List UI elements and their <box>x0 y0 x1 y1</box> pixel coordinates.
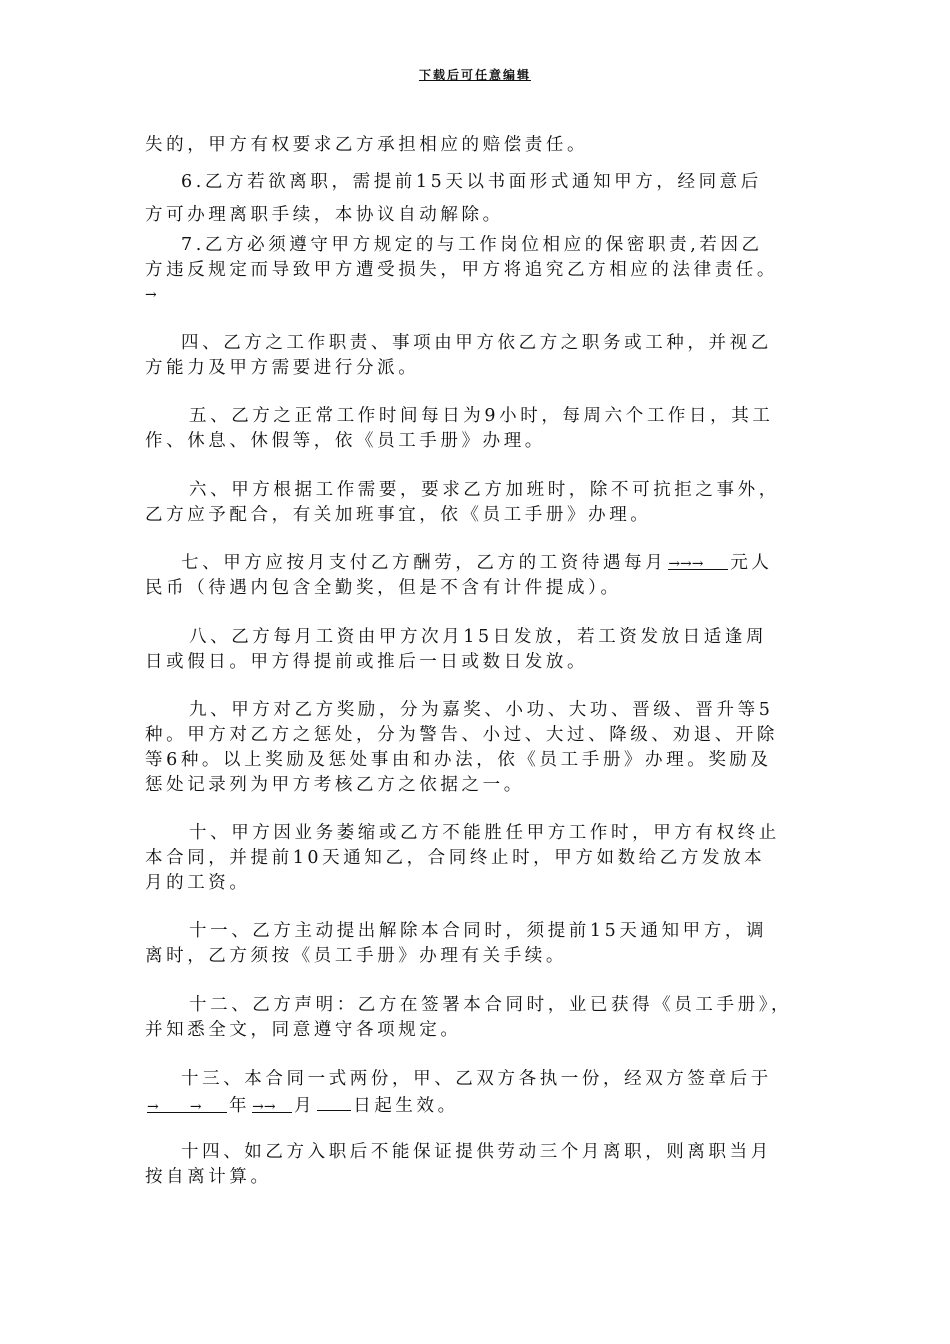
text-line: 方违反规定而导致甲方遭受损失，甲方将追究乙方相应的法律责任。 <box>145 260 778 280</box>
paragraph-5-hours <box>145 404 805 454</box>
text-line: 并知悉全文，同意遵守各项规定。 <box>145 1020 462 1040</box>
text-line: 离时，乙方须按《员工手册》办理有关手续。 <box>145 946 567 966</box>
arrow-mark: → <box>145 287 157 303</box>
text-line: 按自离计算。 <box>145 1167 272 1187</box>
paragraph-7-salary <box>145 551 805 601</box>
text-line: 四、乙方之工作职责、事项由甲方依乙方之职务或工种，并视乙 <box>181 333 772 353</box>
text-line: 十、甲方因业务萎缩或乙方不能胜任甲方工作时，甲方有权终止 <box>189 823 780 843</box>
text-line: 八、乙方每月工资由甲方次月15日发放，若工资发放日适逢周 <box>189 627 768 647</box>
text-line: 种。甲方对乙方之惩处，分为警告、小过、大过、降级、劝退、开除 <box>145 725 778 745</box>
text-line: 月的工资。 <box>145 873 251 893</box>
paragraph-resignation-notice <box>145 170 805 228</box>
text-line <box>145 1092 805 1119</box>
text-segment: 年 <box>229 1096 251 1116</box>
text-line: 十三、本合同一式两份，甲、乙双方各执一份，经双方签章后于 <box>181 1069 772 1089</box>
header-title: 下载后可任意编辑 <box>418 68 531 82</box>
text-line: 民币（待遇内包含全勤奖，但是不含有计件提成）。 <box>145 578 622 598</box>
text-line: 作、休息、休假等，依《员工手册》办理。 <box>145 431 546 451</box>
text-line: 九、甲方对乙方奖励，分为嘉奖、小功、大功、晋级、晋升等5 <box>189 700 774 720</box>
text-line: 乙方应予配合，有关加班事宜，依《员工手册》办理。 <box>145 505 652 525</box>
text-line: 失的，甲方有权要求乙方承担相应的赔偿责任。 <box>145 135 589 155</box>
year-blank: → → <box>147 1094 227 1113</box>
paragraph-liability <box>145 133 805 158</box>
text-line: 日或假日。甲方得提前或推后一日或数日发放。 <box>145 652 589 672</box>
text-segment: 月 <box>294 1096 316 1116</box>
text-line: 六、甲方根据工作需要，要求乙方加班时，除不可抗拒之事外， <box>189 480 780 500</box>
month-blank: →→ <box>252 1094 292 1113</box>
text-segment: 七、甲方应按月支付乙方酬劳，乙方的工资待遇每月 <box>181 553 667 573</box>
salary-blank: →→→ <box>668 551 728 570</box>
text-line: 十二、乙方声明：乙方在签署本合同时，业已获得《员工手册》， <box>189 995 793 1015</box>
text-segment: 元人 <box>730 553 773 573</box>
text-line: 等6种。以上奖励及惩处事由和办法，依《员工手册》办理。奖励及 <box>145 750 772 770</box>
text-line: 本合同，并提前10天通知乙，合同终止时，甲方如数给乙方发放本 <box>145 848 766 868</box>
text-segment: 日起生效。 <box>353 1096 459 1116</box>
text-line: 6.乙方若欲离职，需提前15天以书面形式通知甲方，经同意后 <box>181 172 762 192</box>
paragraph-9-rewards <box>145 698 805 798</box>
paragraph-14-early-leave <box>145 1140 805 1190</box>
paragraph-13-effective <box>145 1067 805 1119</box>
paragraph-12-declaration <box>145 993 805 1043</box>
text-line: 五、乙方之正常工作时间每日为9小时，每周六个工作日，其工 <box>189 406 774 426</box>
text-line <box>145 551 805 576</box>
day-blank <box>317 1092 351 1111</box>
paragraph-11-resign <box>145 919 805 969</box>
text-line: 方可办理离职手续，本协议自动解除。 <box>145 205 504 225</box>
page-header <box>0 66 950 83</box>
paragraph-10-termination <box>145 821 805 896</box>
text-line: 十四、如乙方入职后不能保证提供劳动三个月离职，则离职当月 <box>181 1142 772 1162</box>
text-line: 7.乙方必须遵守甲方规定的与工作岗位相应的保密职责,若因乙 <box>181 235 763 255</box>
paragraph-8-payday <box>145 625 805 675</box>
paragraph-6-overtime <box>145 478 805 528</box>
text-line: 惩处记录列为甲方考核乙方之依据之一。 <box>145 775 525 795</box>
paragraph-confidentiality <box>145 233 805 308</box>
text-line: 方能力及甲方需要进行分派。 <box>145 358 420 378</box>
paragraph-4-duties <box>145 331 805 381</box>
text-line: 十一、乙方主动提出解除本合同时，须提前15天通知甲方，调 <box>189 921 768 941</box>
